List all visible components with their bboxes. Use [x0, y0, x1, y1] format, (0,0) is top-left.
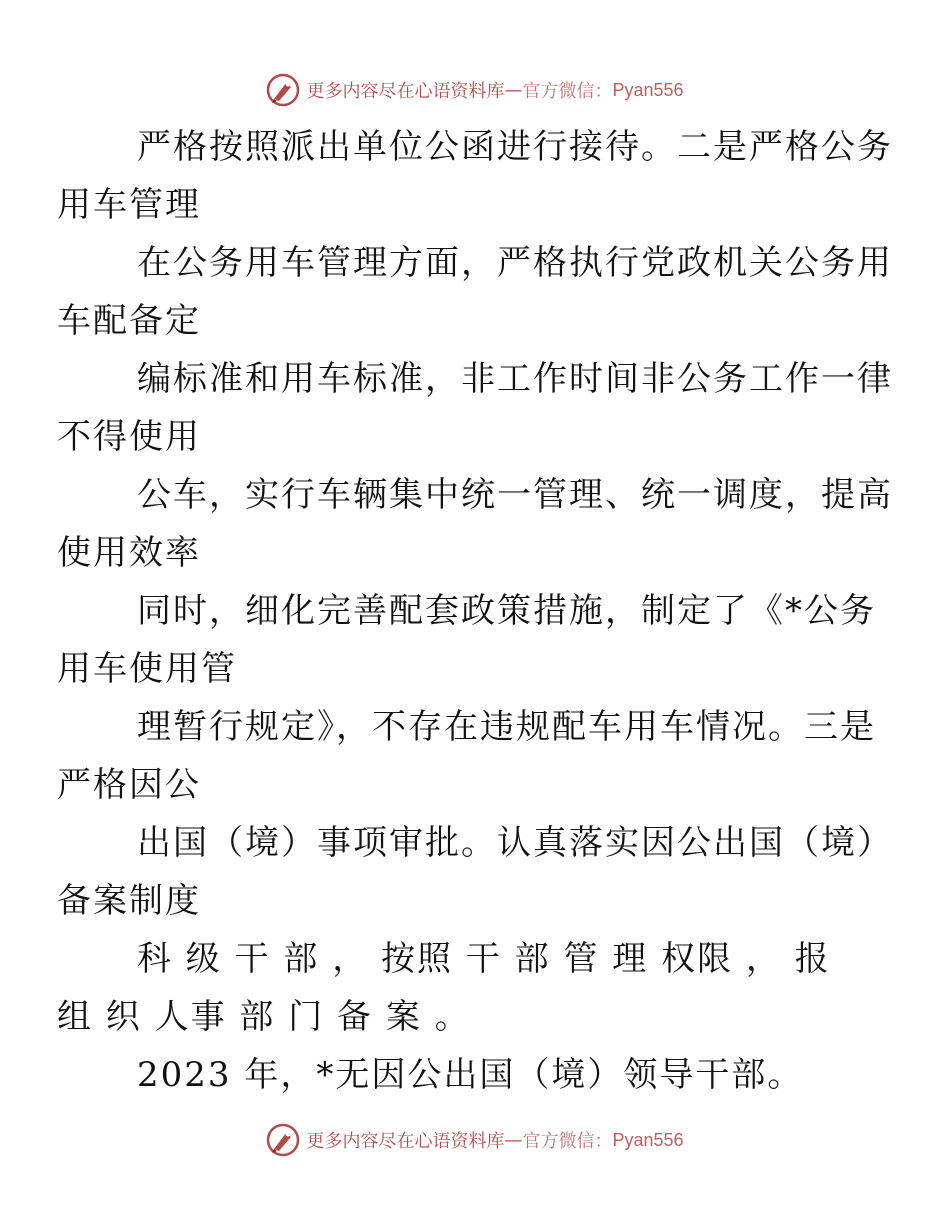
- paragraph: [57, 118, 893, 234]
- watermark-dash: —: [504, 1129, 523, 1151]
- watermark-wechat-label: 官方微信：: [522, 81, 613, 102]
- header-watermark: [0, 70, 950, 110]
- text-line: 编标准和用车标准，非工作时间非公务工作一律: [137, 359, 893, 399]
- text-line: 出国（境）事项审批。认真落实因公出国（境）: [137, 823, 893, 863]
- paragraph: [57, 466, 893, 582]
- text-line: 不得使用: [57, 417, 201, 457]
- document-body: [57, 118, 893, 1104]
- watermark-wechat-label: 官方微信：: [522, 1131, 613, 1152]
- text-line: 在公务用车管理方面，严格执行党政机关公务用: [137, 243, 893, 283]
- watermark-wechat-id: Pyan556: [612, 79, 684, 100]
- text-line: 用车管理: [57, 185, 201, 225]
- text-line: 备案制度: [57, 881, 201, 921]
- footer-watermark: [0, 1120, 950, 1160]
- paragraph: [57, 930, 857, 1046]
- paragraph: [97, 1046, 857, 1104]
- text-line: 2023 年，*无因公出国（境）领导干部。: [137, 1055, 804, 1095]
- text-line: 理暂行规定》，不存在违规配车用车情况。三是: [137, 707, 876, 747]
- pen-logo-icon: [266, 73, 300, 107]
- text-line: 同时，细化完善配套政策措施，制定了《*公务: [137, 591, 876, 631]
- text-line: 科 级 干 部 ， 按照 干 部 管 理 权限 ， 报: [137, 939, 831, 979]
- watermark-wechat-id: Pyan556: [612, 1129, 684, 1150]
- text-line: 严格按照派出单位公函进行接待。二是严格公务: [137, 127, 893, 167]
- text-line: 组 织 人事 部 门 备 案 。: [57, 997, 471, 1037]
- text-line: 用车使用管: [57, 649, 237, 689]
- paragraph: [57, 814, 893, 930]
- text-line: 严格因公: [57, 765, 201, 805]
- text-line: 使用效率: [57, 533, 201, 573]
- pen-logo-icon: [266, 1123, 300, 1157]
- watermark-dash: —: [504, 79, 523, 101]
- paragraph: [57, 350, 893, 466]
- text-line: 公车，实行车辆集中统一管理、统一调度，提高: [137, 475, 893, 515]
- paragraph: [57, 698, 876, 814]
- paragraph: [57, 234, 893, 350]
- watermark-main-text: 更多内容尽在心语资料库: [306, 81, 505, 102]
- paragraph: [57, 582, 876, 698]
- text-line: 车配备定: [57, 301, 201, 341]
- watermark-main-text: 更多内容尽在心语资料库: [306, 1131, 505, 1152]
